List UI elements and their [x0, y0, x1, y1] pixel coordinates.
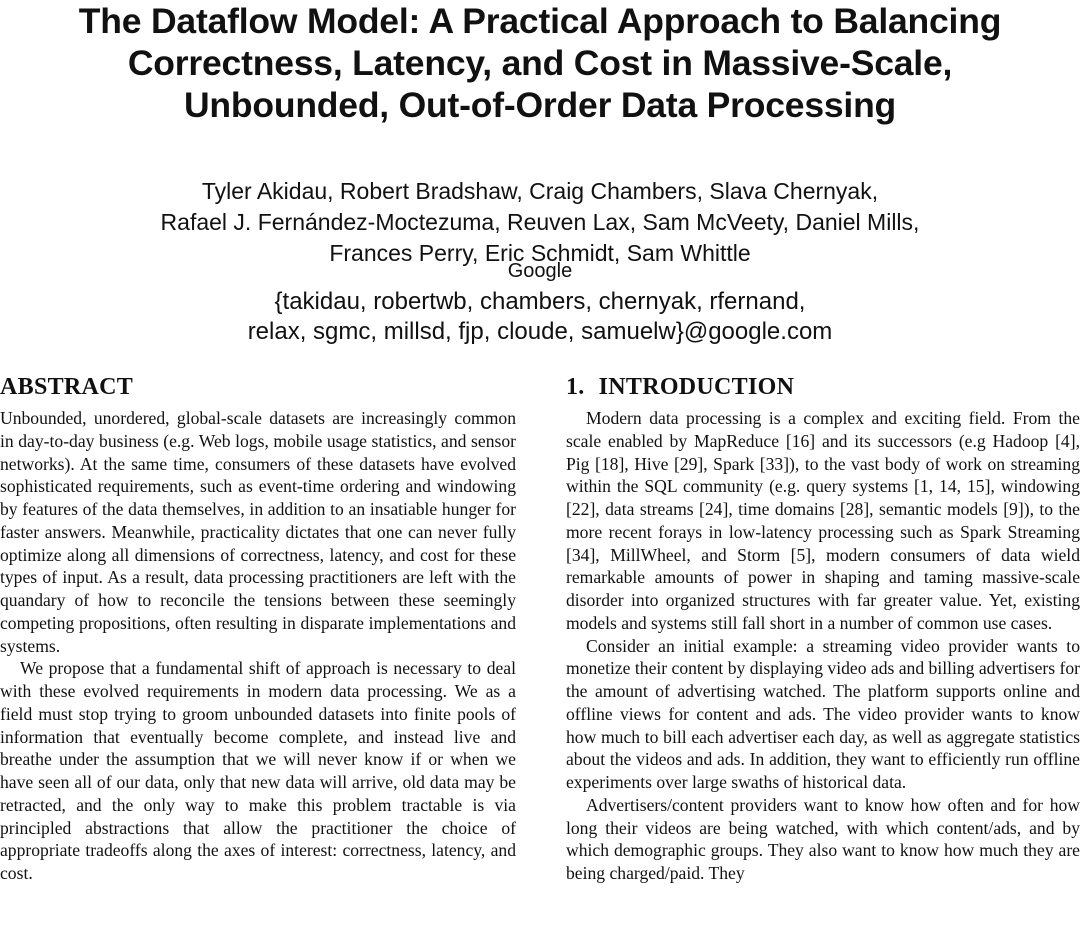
- introduction-heading: [566, 372, 1080, 402]
- affiliation: Google: [507, 260, 573, 282]
- author-line: Rafael J. Fernández-Moctezuma, Reuven Lax, Sam McVeety, Daniel Mills,: [160, 209, 920, 235]
- introduction-paragraph: Modern data processing is a complex and exciting field. From the scale enabled by MapReduce [16] and its successors (e.g Hadoop [4], Pig [18], Hive [29], Spark [33]), to the vast body of work on streaming within the SQL community (e.g. query systems [1, 14, 15], windowing [22], data streams [24], time domains [28], semantic models [9]), to the more recent forays in low-latency processing such as Spark Streaming [34], MillWheel, and Storm [5], modern consumers of data wield remarkable amounts of power in shaping and taming massive-scale disorder into organized structures with far greater value. Yet, existing models and systems still fall short in a number of common use cases.: [566, 408, 1080, 633]
- title-line: The Dataflow Model: A Practical Approach to Balancing: [78, 1, 1002, 41]
- email-line: {takidau, robertwb, chambers, chernyak, rfernand,: [274, 288, 806, 315]
- title-line: Correctness, Latency, and Cost in Massive-Scale,: [127, 43, 953, 83]
- author-line: Tyler Akidau, Robert Bradshaw, Craig Chambers, Slava Chernyak,: [201, 178, 879, 204]
- introduction-paragraph: Advertisers/content providers want to know how often and for how long their videos are being watched, with which content/ads, and by which demographic groups. They also want to know how much they are being charged/paid. They: [566, 794, 1080, 883]
- author-list: [0, 176, 1080, 269]
- title-line: Unbounded, Out-of-Order Data Processing: [183, 85, 897, 125]
- introduction-column: [566, 372, 1080, 885]
- author-line: Frances Perry, Eric Schmidt, Sam Whittle: [329, 240, 751, 266]
- abstract-column: [0, 372, 516, 885]
- introduction-paragraph: Consider an initial example: a streaming video provider wants to monetize their content by displaying video ads and billing advertisers for the amount of advertising watched. The platform supports online and offline views for content and ads. The video provider wants to know how much to bill each advertiser each day, as well as aggregate statistics about the videos and ads. In addition, they want to efficiently run offline experiments over large swaths of historical data.: [566, 635, 1080, 792]
- abstract-paragraph: Unbounded, unordered, global-scale datasets are increasingly common in day-to-day business (e.g. Web logs, mobile usage statistics, and sensor networks). At the same time, consumers of these datasets have evolved sophisticated requirements, such as event-time ordering and windowing by features of the data themselves, in addition to an insatiable hunger for faster answers. Meanwhile, practicality dictates that one can never fully optimize along all dimensions of correctness, latency, and cost for these types of input. As a result, data processing practitioners are left with the quandary of how to reconcile the tensions between these seemingly competing propositions, often resulting in disparate implementations and systems.: [0, 408, 516, 656]
- author-emails: [0, 287, 1080, 347]
- section-title: INTRODUCTION: [598, 374, 795, 400]
- abstract-heading: ABSTRACT: [0, 374, 134, 400]
- email-line: relax, sgmc, millsd, fjp, cloude, samuelw}@google.com: [247, 318, 833, 345]
- abstract-paragraph: We propose that a fundamental shift of approach is necessary to deal with these evolved requirements in modern data processing. We as a field must stop trying to groom unbounded datasets into finite pools of information that eventually become complete, and instead live and breathe under the assumption that we will never know if or when we have seen all of our data, only that new data will arrive, old data may be retracted, and the only way to make this problem tractable is via principled abstractions that allow the practitioner the choice of appropriate tradeoffs along the axes of interest: correctness, latency, and cost.: [0, 658, 516, 883]
- paper-title: [0, 0, 1080, 126]
- section-number: 1.: [566, 374, 585, 400]
